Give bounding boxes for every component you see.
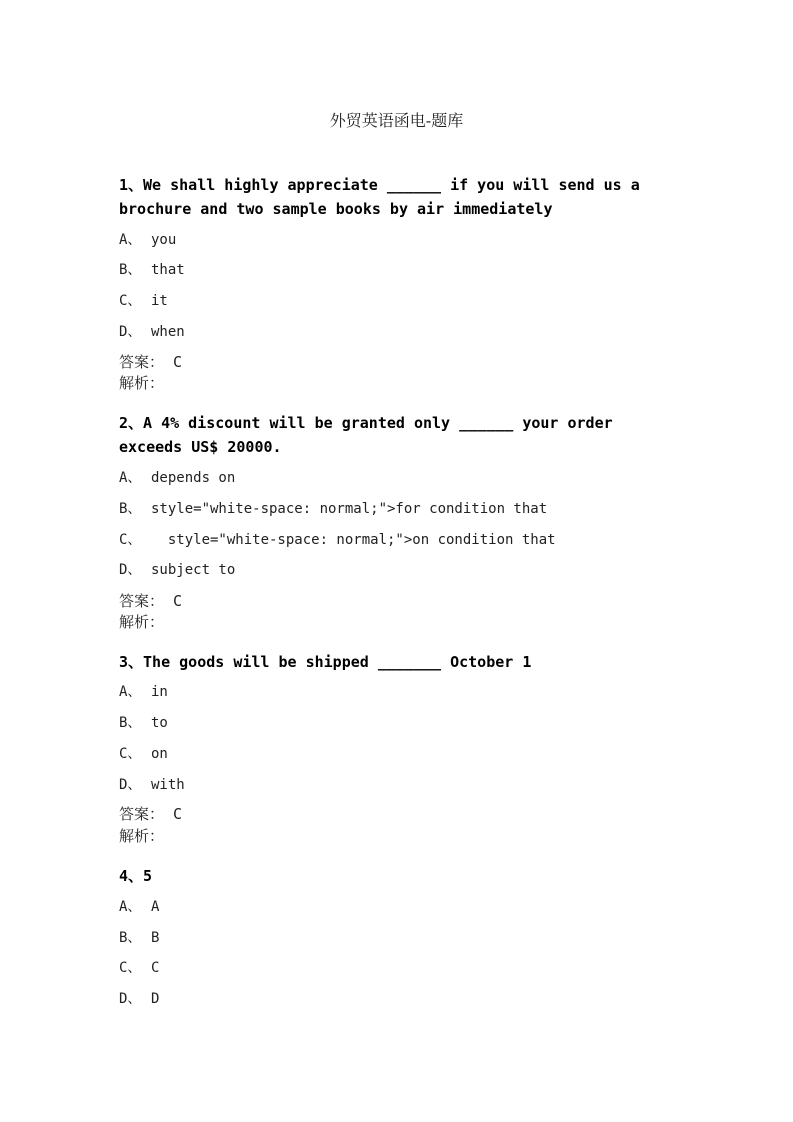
option-letter: A、 — [119, 232, 142, 248]
option-text: it — [151, 293, 168, 309]
option-text: with — [151, 777, 185, 793]
option-letter: D、 — [119, 777, 142, 793]
option-text: you — [151, 232, 177, 248]
question-3-analysis: 解析： — [119, 827, 165, 845]
question-2-option-d — [119, 560, 679, 580]
question-4-option-b — [119, 928, 679, 948]
option-letter: D、 — [119, 324, 142, 340]
option-text: style="white-space: normal;">on condition that — [151, 532, 556, 548]
option-text: to — [151, 715, 168, 731]
question-1-answer: 答案： C — [119, 353, 183, 371]
document-title: 外贸英语函电-题库 — [329, 111, 464, 130]
question-1-text: 1、We shall highly appreciate ______ if you will send us a brochure and two sample books by air immediately — [119, 176, 649, 218]
question-4-option-d — [119, 989, 679, 1009]
option-text: subject to — [151, 562, 236, 578]
question-4-text: 4、5 — [119, 867, 153, 885]
option-text: when — [151, 324, 185, 340]
question-1-option-c — [119, 291, 679, 311]
option-text: C — [151, 960, 160, 976]
question-2-option-b — [119, 499, 679, 519]
option-text: A — [151, 899, 160, 915]
option-text: in — [151, 684, 168, 700]
option-letter: B、 — [119, 262, 142, 278]
question-3-option-b — [119, 713, 679, 733]
option-letter: A、 — [119, 899, 142, 915]
question-1-option-b — [119, 260, 679, 280]
question-3-text: 3、The goods will be shipped _______ October 1 — [119, 653, 532, 671]
option-letter: A、 — [119, 470, 142, 486]
option-text: that — [151, 262, 185, 278]
question-1-analysis: 解析： — [119, 374, 165, 392]
option-text: depends on — [151, 470, 236, 486]
question-2-option-a — [119, 468, 679, 488]
option-letter: B、 — [119, 715, 142, 731]
option-text: on — [151, 746, 168, 762]
question-1-option-a — [119, 230, 679, 250]
option-letter: D、 — [119, 991, 142, 1007]
question-2-answer: 答案： C — [119, 592, 183, 610]
option-letter: C、 — [119, 532, 142, 548]
question-2-text: 2、A 4% discount will be granted only ______ your order exceeds US$ 20000. — [119, 414, 622, 456]
option-letter: B、 — [119, 930, 142, 946]
option-letter: A、 — [119, 684, 142, 700]
option-letter: C、 — [119, 293, 142, 309]
question-2-analysis: 解析： — [119, 613, 165, 631]
option-text: D — [151, 991, 160, 1007]
option-letter: C、 — [119, 746, 142, 762]
question-3-option-c — [119, 744, 679, 764]
option-letter: B、 — [119, 501, 142, 517]
question-3-option-d — [119, 775, 679, 795]
question-1-option-d — [119, 322, 679, 342]
question-3-answer: 答案： C — [119, 805, 183, 823]
question-3-option-a — [119, 682, 679, 702]
option-letter: D、 — [119, 562, 142, 578]
question-4-option-c — [119, 958, 679, 978]
question-2-option-c — [119, 530, 679, 550]
question-4-option-a — [119, 897, 679, 917]
option-letter: C、 — [119, 960, 142, 976]
option-text: style="white-space: normal;">for condition that — [151, 501, 548, 517]
option-text: B — [151, 930, 160, 946]
